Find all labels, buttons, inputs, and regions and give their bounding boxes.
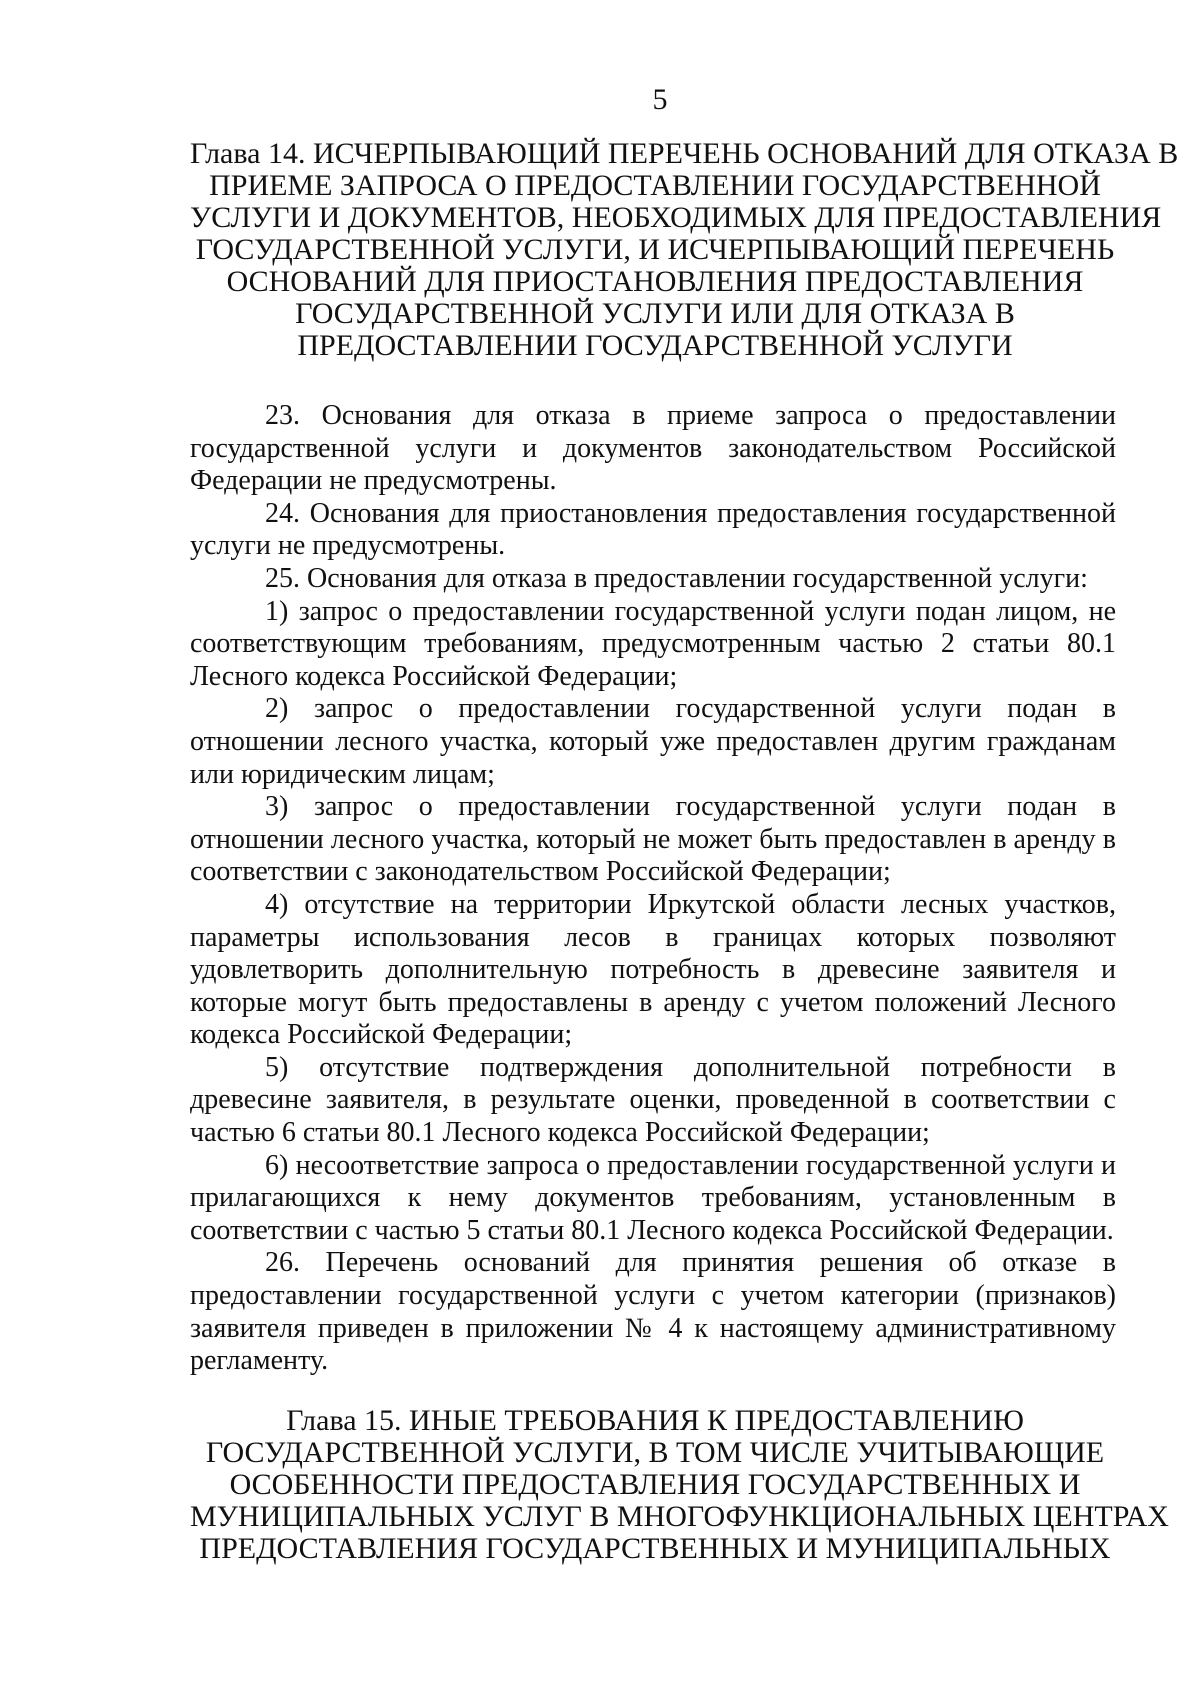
heading-line: ГОСУДАРСТВЕННОЙ УСЛУГИ ИЛИ ДЛЯ ОТКАЗА В bbox=[295, 297, 1015, 330]
body-text bbox=[190, 400, 1116, 1378]
chapter-15-heading bbox=[190, 1404, 1169, 1565]
heading-line: ПРИЕМЕ ЗАПРОСА О ПРЕДОСТАВЛЕНИИ ГОСУДАРСТВЕННОЙ bbox=[209, 169, 1101, 202]
paragraph-26: 26. Перечень оснований для принятия решения об отказе в предоставлении государственной услуги с учетом категории (признаков) заявителя приведен в приложении № 4 к настоящему административному регламенту. bbox=[190, 1247, 1116, 1377]
heading-line: Глава 14. ИСЧЕРПЫВАЮЩИЙ ПЕРЕЧЕНЬ ОСНОВАНИЙ ДЛЯ ОТКАЗА В bbox=[190, 137, 1179, 170]
paragraph-24: 24. Основания для приостановления предоставления государственной услуги не предусмотрены. bbox=[190, 497, 1116, 562]
heading-line: ПРЕДОСТАВЛЕНИИ ГОСУДАРСТВЕННОЙ УСЛУГИ bbox=[297, 329, 1013, 362]
page-number: 5 bbox=[652, 83, 668, 116]
list-item-4: 4) отсутствие на территории Иркутской области лесных участков, параметры использования лесов в границах которых позволяют удовлетворить дополнительную потребность в древесине заявителя и которые могут быть предоставлены в аренду с учетом положений Лесного кодекса Российской Федерации; bbox=[190, 888, 1116, 1051]
heading-line: ОСОБЕННОСТИ ПРЕДОСТАВЛЕНИЯ ГОСУДАРСТВЕННЫХ И bbox=[229, 1468, 1081, 1501]
chapter-14-heading bbox=[190, 137, 1179, 362]
heading-line: ГОСУДАРСТВЕННОЙ УСЛУГИ, В ТОМ ЧИСЛЕ УЧИТЫВАЮЩИЕ bbox=[205, 1436, 1105, 1469]
paragraph-23: 23. Основания для отказа в приеме запроса о предоставлении государственной услуги и документов законодательством Российской Федерации не предусмотрены. bbox=[190, 400, 1116, 497]
paragraph-25: 25. Основания для отказа в предоставлении государственной услуги: bbox=[265, 562, 1088, 594]
list-item-6: 6) несоответствие запроса о предоставлении государственной услуги и прилагающихся к нему документов требованиям, установленным в соответствии с частью 5 статьи 80.1 Лесного кодекса Российской Федерации. bbox=[190, 1149, 1116, 1246]
heading-line: МУНИЦИПАЛЬНЫХ УСЛУГ В МНОГОФУНКЦИОНАЛЬНЫХ ЦЕНТРАХ bbox=[190, 1500, 1169, 1533]
list-item-5: 5) отсутствие подтверждения дополнительной потребности в древесине заявителя, в результате оценки, проведенной в соответствии с частью 6 статьи 80.1 Лесного кодекса Российской Федерации; bbox=[190, 1051, 1116, 1149]
heading-line: ГОСУДАРСТВЕННОЙ УСЛУГИ, И ИСЧЕРПЫВАЮЩИЙ ПЕРЕЧЕНЬ bbox=[195, 233, 1115, 266]
heading-line: УСЛУГИ И ДОКУМЕНТОВ, НЕОБХОДИМЫХ ДЛЯ ПРЕДОСТАВЛЕНИЯ bbox=[190, 201, 1162, 234]
list-item-2: 2) запрос о предоставлении государственной услуги подан в отношении лесного участка, который уже предоставлен другим гражданам или юридическим лицам; bbox=[190, 693, 1116, 790]
list-item-1: 1) запрос о предоставлении государственной услуги подан лицом, не соответствующим требованиям, предусмотренным частью 2 статьи 80.1 Лесного кодекса Российской Федерации; bbox=[190, 595, 1116, 692]
list-item-3: 3) запрос о предоставлении государственной услуги подан в отношении лесного участка, который не может быть предоставлен в аренду в соответствии с законодательством Российской Федерации; bbox=[190, 791, 1116, 888]
heading-line: ОСНОВАНИЙ ДЛЯ ПРИОСТАНОВЛЕНИЯ ПРЕДОСТАВЛЕНИЯ bbox=[226, 265, 1084, 298]
heading-line: Глава 15. ИНЫЕ ТРЕБОВАНИЯ К ПРЕДОСТАВЛЕНИЮ bbox=[286, 1404, 1024, 1437]
heading-line: ПРЕДОСТАВЛЕНИЯ ГОСУДАРСТВЕННЫХ И МУНИЦИПАЛЬНЫХ bbox=[199, 1532, 1111, 1565]
